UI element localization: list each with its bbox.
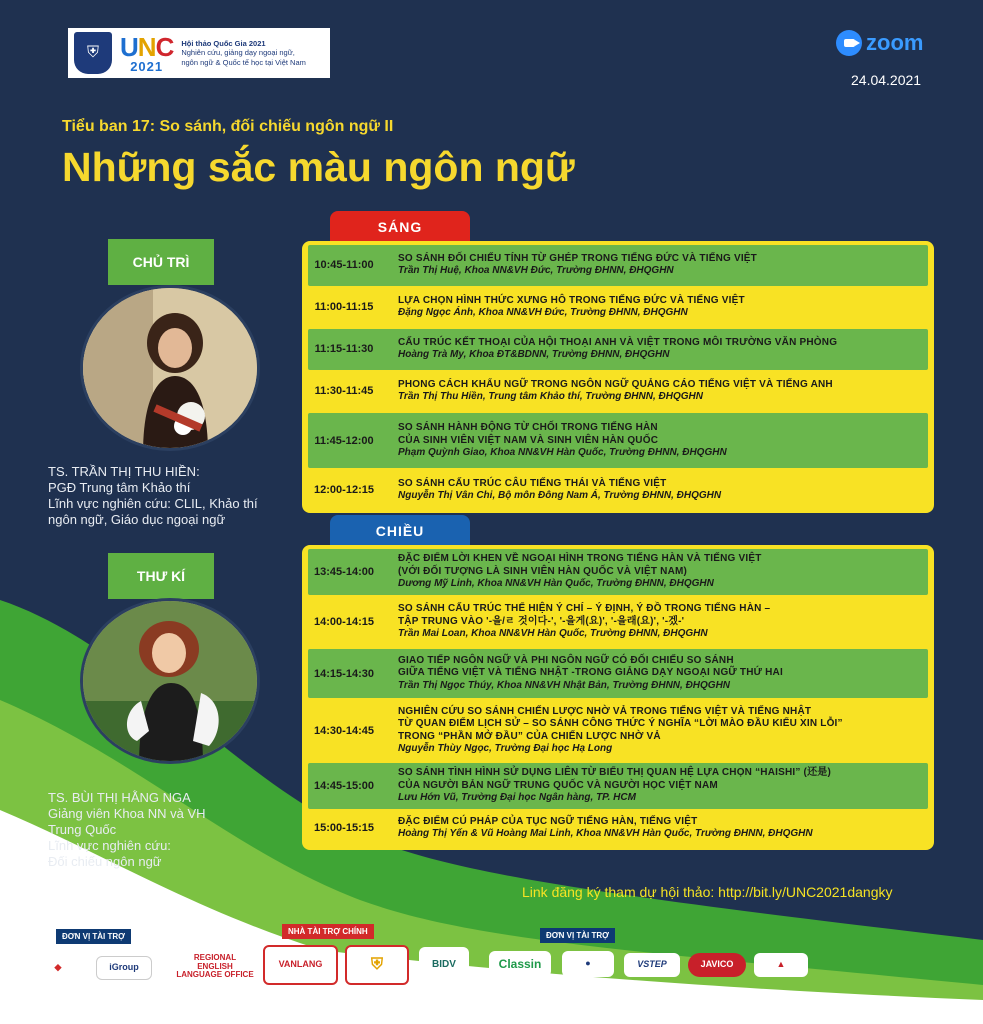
tab-morning: SÁNG	[330, 211, 470, 243]
secretary-name: TS. BÙI THỊ HẰNG NGA	[48, 790, 191, 805]
talk-speaker: Lưu Hớn Vũ, Trường Đại học Ngân hàng, TP. HCM	[398, 792, 636, 804]
talk-speaker: Phạm Quỳnh Giao, Khoa NN&VH Hàn Quốc, Trường ĐHNN, ĐHQGHN	[398, 447, 727, 459]
talk-speaker: Trần Thị Ngọc Thúy, Khoa NN&VH Nhật Bản, Trường ĐHNN, ĐHQGHN	[398, 679, 731, 691]
talk-title: ĐẶC ĐIỂM CÚ PHÁP CỦA TỤC NGỮ TIẾNG HÀN, TIẾNG VIỆT	[398, 815, 698, 827]
row-time: 10:45-11:00	[314, 259, 374, 272]
talk-speaker: Trần Thị Thu Hiền, Trung tâm Khảo thí, Trường ĐHNN, ĐHQGHN	[398, 391, 703, 403]
row-time: 14:00-14:15	[314, 616, 374, 628]
tab-afternoon: CHIỀU	[330, 515, 470, 547]
talk-title: CẤU TRÚC KẾT THOẠI CỦA HỘI THOẠI ANH VÀ VIỆT TRONG MÔI TRƯỜNG VĂN PHÒNG	[398, 336, 838, 348]
logo-year: 2021	[130, 58, 164, 74]
chair-info	[48, 464, 293, 528]
talk-title: SO SÁNH CẤU TRÚC CÂU TIẾNG THÁI VÀ TIẾNG VIỆT	[398, 477, 667, 489]
chair-role-tag: CHỦ TRÌ	[108, 239, 214, 285]
schedule-row	[308, 549, 928, 595]
row-time: 14:45-15:00	[314, 780, 374, 792]
sponsor-logo-bank: ◆	[30, 956, 86, 980]
row-time: 11:00-11:15	[314, 301, 374, 314]
talk-speaker: Hoàng Trà My, Khoa ĐT&BDNN, Trường ĐHNN, ĐHQGHN	[398, 349, 670, 361]
zoom-label: zoom	[866, 30, 924, 55]
schedule-row	[308, 289, 928, 327]
university-crest-icon: ⛨	[74, 32, 112, 74]
talk-title-cont: (VỚI ĐỐI TƯỢNG LÀ SINH VIÊN HÀN QUỐC VÀ VIỆT NAM)	[398, 565, 688, 577]
row-time: 14:30-14:45	[314, 724, 374, 737]
talk-title-cont: TRONG “PHẦN MỞ ĐẦU” CỦA CHIẾN LƯỢC NHỜ VẢ	[398, 730, 661, 742]
talk-title-cont: TẬP TRUNG VÀO '-을/ㄹ 것이다-', '-을게(요)', '-을래(요)', '-겠-'	[398, 615, 685, 627]
row-time: 14:15-14:30	[314, 667, 374, 680]
secretary-research: Lĩnh vực nghiên cứu:	[48, 838, 171, 853]
row-time: 11:15-11:30	[314, 343, 374, 356]
chair-portrait	[80, 285, 260, 451]
schedule-row	[308, 598, 928, 646]
secretary-portrait	[80, 598, 260, 764]
schedule-row	[308, 245, 928, 286]
talk-title: LỰA CHỌN HÌNH THỨC XƯNG HÔ TRONG TIẾNG ĐỨC VÀ TIẾNG VIỆT	[398, 294, 745, 306]
talk-speaker: Nguyễn Thùy Ngọc, Trường Đại học Hạ Long	[398, 743, 613, 754]
event-date: 24.04.2021	[851, 72, 922, 88]
talk-title: SO SÁNH ĐỐI CHIẾU TÍNH TỪ GHÉP TRONG TIẾNG ĐỨC VÀ TIẾNG VIỆT	[398, 252, 757, 264]
secretary-role-tag: THƯ KÍ	[108, 553, 214, 599]
talk-title: SO SÁNH CẤU TRÚC THỂ HIỆN Ý CHÍ – Ý ĐỊNH, Ý ĐỒ TRONG TIẾNG HÀN –	[398, 603, 771, 615]
sponsor-logo-classin: Classin	[489, 951, 551, 977]
secretary-department: Trung Quốc	[48, 822, 117, 837]
sponsor-logo-igroup: iGroup	[96, 956, 152, 980]
row-time: 11:30-11:45	[314, 385, 374, 398]
sponsor-logo-vstep: VSTEP	[624, 953, 680, 977]
sponsor-logo-school: ⛨	[345, 945, 409, 985]
zoom-camera-icon	[836, 30, 862, 56]
chair-research: Lĩnh vực nghiên cứu: CLIL, Khảo thí	[48, 496, 258, 511]
talk-speaker: Hoàng Thị Yến & Vũ Hoàng Mai Linh, Khoa NN&VH Hàn Quốc, Trường ĐHNN, ĐHQGHN	[398, 828, 813, 839]
session-subtitle: Tiểu ban 17: So sánh, đối chiếu ngôn ngữ II	[62, 118, 394, 135]
talk-title: GIAO TIẾP NGÔN NGỮ VÀ PHI NGÔN NGỮ CÓ ĐỐI CHIẾU SO SÁNH	[398, 654, 734, 666]
talk-title-cont: GIỮA TIẾNG VIỆT VÀ TIẾNG NHẬT -TRONG GIẢNG DẠY NGOẠI NGỮ THỨ HAI	[398, 667, 783, 679]
schedule-row	[308, 701, 928, 760]
chair-position: PGĐ Trung tâm Khảo thí	[48, 480, 191, 495]
logo-text: Hội thảo Quốc Gia 2021 Nghiên cứu, giảng dạy ngoại ngữ, ngôn ngữ & Quốc tế học tại Việt Nam	[181, 38, 306, 67]
sponsor-logo-vanlang: VANLANG	[263, 945, 338, 985]
schedule-row	[308, 413, 928, 468]
talk-title-cont: TỪ QUAN ĐIỂM LỊCH SỬ – SO SÁNH CÔNG THỨC Ý NGHĨA “LỜI MÀO ĐẦU KIỂU XIN LỖI”	[398, 718, 843, 729]
zoom-logo	[836, 30, 923, 56]
afternoon-schedule	[302, 545, 934, 850]
chair-name: TS. TRẦN THỊ THU HIỀN:	[48, 464, 200, 479]
schedule-row	[308, 471, 928, 509]
page-title: Những sắc màu ngôn ngữ	[62, 144, 575, 190]
talk-title-cont: CỦA SINH VIÊN VIỆT NAM VÀ SINH VIÊN HÀN QUỐC	[398, 434, 659, 446]
schedule-row	[308, 373, 928, 411]
talk-title: SO SÁNH HÀNH ĐỘNG TỪ CHỐI TRONG TIẾNG HÀN	[398, 422, 658, 434]
talk-speaker: Dương Mỹ Linh, Khoa NN&VH Hàn Quốc, Trường ĐHNN, ĐHQGHN	[398, 578, 714, 590]
schedule-row	[308, 763, 928, 809]
talk-title: ĐẶC ĐIỂM LỜI KHEN VỀ NGOẠI HÌNH TRONG TIẾNG HÀN VÀ TIẾNG VIỆT	[398, 553, 762, 565]
talk-title-cont: CỦA NGƯỜI BẢN NGỮ TRUNG QUỐC VÀ NGƯỜI HỌC VIỆT NAM	[398, 779, 718, 791]
unc-logo: UNC 2021	[120, 31, 174, 74]
talk-speaker: Đặng Ngọc Ánh, Khoa NN&VH Đức, Trường ĐHNN, ĐHQGHN	[398, 307, 688, 319]
schedule-row	[308, 649, 928, 698]
talk-title: SO SÁNH TÌNH HÌNH SỬ DỤNG LIÊN TỪ BIỂU THỊ QUAN HỆ LỰA CHỌN “HAISHI” (还是)	[398, 767, 832, 779]
sponsor-logo-relo: REGIONAL ENGLISH LANGUAGE OFFICE	[176, 948, 254, 986]
talk-title: PHONG CÁCH KHẨU NGỮ TRONG NGÔN NGỮ QUẢNG CÁO TIẾNG VIỆT VÀ TIẾNG ANH	[398, 378, 833, 390]
talk-speaker: Trần Thị Huệ, Khoa NN&VH Đức, Trường ĐHNN, ĐHQGHN	[398, 265, 674, 277]
sponsor-logo-javico: JAVICO	[688, 953, 746, 977]
conference-logo	[68, 28, 330, 78]
sponsor-label-right: ĐƠN VỊ TÀI TRỢ	[540, 928, 615, 943]
chair-research-cont: ngôn ngữ, Giáo dục ngoại ngữ	[48, 512, 226, 527]
schedule-row	[308, 812, 928, 844]
secretary-info	[48, 790, 293, 870]
sponsor-logo-last: ▲	[754, 953, 808, 977]
sponsor-label-left: ĐƠN VỊ TÀI TRỢ	[56, 929, 131, 944]
row-time: 12:00-12:15	[314, 484, 374, 497]
row-time: 13:45-14:00	[314, 566, 374, 578]
secretary-research-field: Đối chiếu ngôn ngữ	[48, 854, 162, 869]
morning-schedule	[302, 241, 934, 513]
sponsor-logo-bidv: BIDV	[419, 947, 469, 983]
sponsor-logo-circle: ●	[562, 951, 614, 977]
schedule-row	[308, 329, 928, 370]
secretary-position: Giảng viên Khoa NN và VH	[48, 806, 206, 821]
talk-title: NGHIÊN CỨU SO SÁNH CHIẾN LƯỢC NHỜ VẢ TRONG TIẾNG VIỆT VÀ TIẾNG NHẬT	[398, 705, 812, 717]
sponsor-label-main: NHÀ TÀI TRỢ CHÍNH	[282, 924, 374, 939]
row-time: 11:45-12:00	[314, 434, 374, 447]
talk-speaker: Trần Mai Loan, Khoa NN&VH Hàn Quốc, Trường ĐHNN, ĐHQGHN	[398, 628, 708, 640]
row-time: 15:00-15:15	[314, 822, 374, 834]
talk-speaker: Nguyễn Thị Vân Chi, Bộ môn Đông Nam Á, Trường ĐHNN, ĐHQGHN	[398, 490, 722, 502]
registration-link[interactable]: Link đăng ký tham dự hội thảo: http://bit.ly/UNC2021dangky	[522, 884, 893, 900]
